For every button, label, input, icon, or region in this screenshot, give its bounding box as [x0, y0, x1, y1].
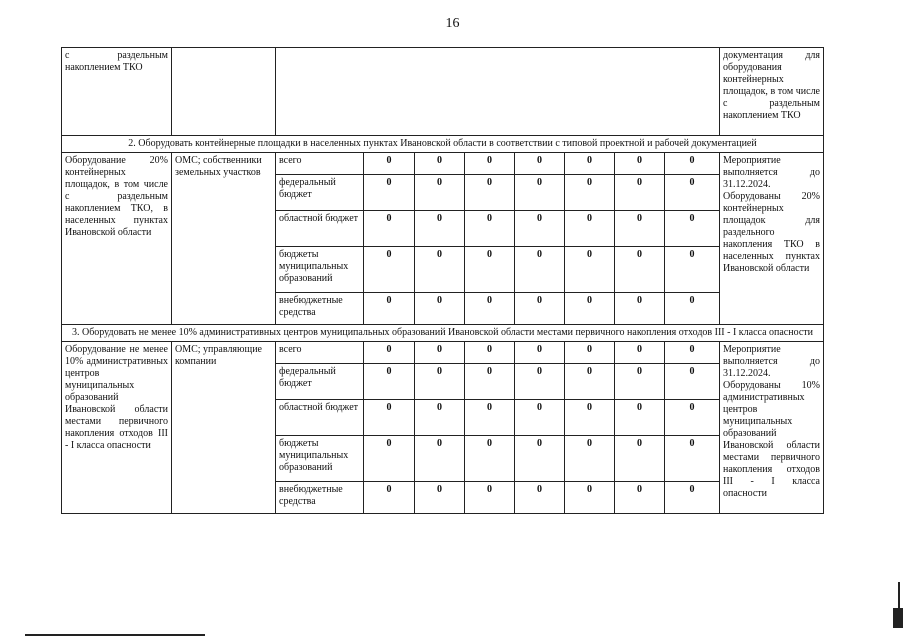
funding-value-cell: 0 — [364, 342, 415, 364]
funding-value-cell: 0 — [665, 293, 720, 325]
funding-value-cell: 0 — [364, 436, 415, 482]
funding-value-cell: 0 — [565, 436, 615, 482]
result-cell: Мероприятие выполняется до 31.12.2024. Оборудованы 20% контейнерных площадок для раздельного накопления ТКО в населенных пунктах Ивановской области — [720, 153, 824, 325]
funding-value-cell: 0 — [415, 364, 465, 400]
measure-cell: Оборудование 20% контейнерных площадок, в том числе с раздельным накоплением ТКО, в населенных пунктах Ивановской области — [62, 153, 172, 325]
funding-value-cell: 0 — [515, 400, 565, 436]
funding-value-cell: 0 — [615, 247, 665, 293]
funding-value-cell: 0 — [565, 247, 615, 293]
funding-value-cell: 0 — [364, 293, 415, 325]
funding-source-label: внебюджетные средства — [276, 482, 364, 514]
section-3-header — [62, 325, 824, 342]
funding-value-cell: 0 — [415, 247, 465, 293]
funding-value-cell: 0 — [465, 175, 515, 211]
funding-value-cell: 0 — [565, 342, 615, 364]
funding-value-cell: 0 — [665, 364, 720, 400]
funding-value-cell: 0 — [565, 153, 615, 175]
funding-value-cell: 0 — [364, 482, 415, 514]
funding-value-cell: 0 — [465, 293, 515, 325]
funding-source-label: всего — [276, 342, 364, 364]
program-table — [61, 47, 824, 514]
funding-value-cell: 0 — [465, 247, 515, 293]
continuation-empty-cell — [172, 48, 276, 136]
funding-value-cell: 0 — [415, 175, 465, 211]
funding-value-cell: 0 — [515, 436, 565, 482]
funding-value-cell: 0 — [615, 175, 665, 211]
funding-source-label: федеральный бюджет — [276, 175, 364, 211]
funding-source-label: всего — [276, 153, 364, 175]
funding-value-cell: 0 — [615, 436, 665, 482]
funding-value-cell: 0 — [515, 293, 565, 325]
funding-source-label: областной бюджет — [276, 400, 364, 436]
funding-value-cell: 0 — [465, 211, 515, 247]
funding-value-cell: 0 — [364, 153, 415, 175]
funding-value-cell: 0 — [615, 482, 665, 514]
funding-row — [62, 342, 824, 364]
funding-value-cell: 0 — [565, 400, 615, 436]
funding-value-cell: 0 — [565, 211, 615, 247]
funding-value-cell: 0 — [364, 211, 415, 247]
funding-value-cell: 0 — [465, 342, 515, 364]
funding-value-cell: 0 — [665, 400, 720, 436]
funding-value-cell: 0 — [665, 211, 720, 247]
funding-value-cell: 0 — [364, 364, 415, 400]
section-3-body — [62, 342, 824, 514]
funding-value-cell: 0 — [565, 364, 615, 400]
funding-source-label: бюджеты муниципальных образований — [276, 436, 364, 482]
funding-source-label: областной бюджет — [276, 211, 364, 247]
funding-value-cell: 0 — [665, 175, 720, 211]
funding-value-cell: 0 — [665, 342, 720, 364]
funding-source-label: федеральный бюджет — [276, 364, 364, 400]
funding-value-cell: 0 — [415, 436, 465, 482]
continuation-empty-cell — [276, 48, 720, 136]
funding-value-cell: 0 — [465, 482, 515, 514]
funding-value-cell: 0 — [615, 364, 665, 400]
funding-row — [62, 153, 824, 175]
funding-value-cell: 0 — [364, 247, 415, 293]
section-2-title: 2. Оборудовать контейнерные площадки в населенных пунктах Ивановской области в соответствии с типовой проектной и рабочей документацией — [62, 136, 824, 153]
funding-value-cell: 0 — [665, 153, 720, 175]
funding-value-cell: 0 — [615, 293, 665, 325]
funding-value-cell: 0 — [665, 247, 720, 293]
funding-value-cell: 0 — [665, 482, 720, 514]
funding-value-cell: 0 — [465, 436, 515, 482]
funding-value-cell: 0 — [515, 364, 565, 400]
page-number: 16 — [445, 16, 460, 31]
funding-value-cell: 0 — [615, 153, 665, 175]
funding-value-cell: 0 — [515, 247, 565, 293]
funding-value-cell: 0 — [465, 364, 515, 400]
measure-cell: Оборудование не менее 10% административных центров муниципальных образований Ивановской области местами первичного накопления отходов III - I класса опасности — [62, 342, 172, 514]
continuation-measure-cell: с раздельным накоплением ТКО — [62, 48, 172, 136]
funding-value-cell: 0 — [615, 211, 665, 247]
funding-value-cell: 0 — [415, 342, 465, 364]
funding-value-cell: 0 — [515, 153, 565, 175]
funding-value-cell: 0 — [615, 342, 665, 364]
executor-cell: ОМС; управляющие компании — [172, 342, 276, 514]
funding-value-cell: 0 — [364, 400, 415, 436]
funding-value-cell: 0 — [415, 211, 465, 247]
funding-value-cell: 0 — [515, 175, 565, 211]
funding-value-cell: 0 — [565, 293, 615, 325]
funding-source-label: бюджеты муниципальных образований — [276, 247, 364, 293]
funding-value-cell: 0 — [565, 482, 615, 514]
section-2-body — [62, 153, 824, 325]
funding-value-cell: 0 — [515, 211, 565, 247]
funding-value-cell: 0 — [465, 153, 515, 175]
funding-value-cell: 0 — [515, 482, 565, 514]
result-cell: Мероприятие выполняется до 31.12.2024. Оборудованы 10% административных центров муниципальных образований Ивановской области местами первичного накопления отходов III - I класса опасности — [720, 342, 824, 514]
executor-cell: ОМС; собственники земельных участков — [172, 153, 276, 325]
funding-value-cell: 0 — [415, 482, 465, 514]
funding-value-cell: 0 — [565, 175, 615, 211]
footnote-rule — [25, 634, 205, 636]
continuation-row — [62, 48, 824, 136]
continuation-result-cell: документация для оборудования контейнерных площадок, в том числе с раздельным накоплением ТКО — [720, 48, 824, 136]
section-2-header — [62, 136, 824, 153]
section-3-title: 3. Оборудовать не менее 10% административных центров муниципальных образований Ивановской области местами первичного накопления отходов III - I класса опасности — [62, 325, 824, 342]
funding-source-label: внебюджетные средства — [276, 293, 364, 325]
funding-value-cell: 0 — [415, 153, 465, 175]
funding-value-cell: 0 — [615, 400, 665, 436]
funding-value-cell: 0 — [465, 400, 515, 436]
funding-value-cell: 0 — [415, 400, 465, 436]
funding-value-cell: 0 — [515, 342, 565, 364]
funding-value-cell: 0 — [415, 293, 465, 325]
funding-value-cell: 0 — [665, 436, 720, 482]
funding-value-cell: 0 — [364, 175, 415, 211]
scan-mark — [893, 608, 903, 628]
scan-mark — [898, 582, 900, 608]
